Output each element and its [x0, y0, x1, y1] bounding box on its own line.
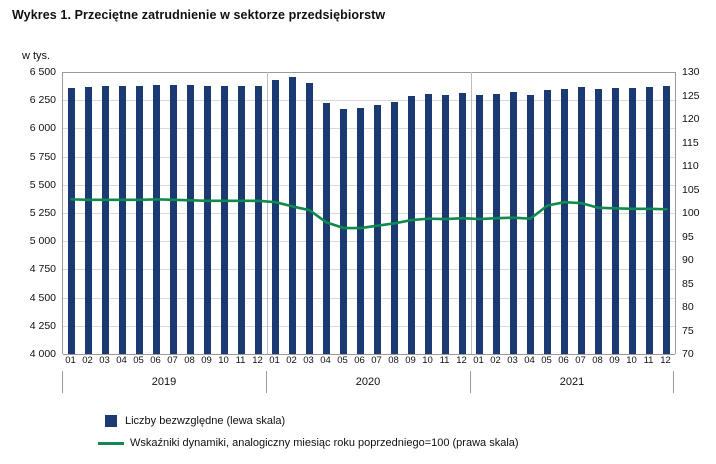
left-axis-tick-label: 6 000 [29, 122, 56, 135]
x-axis-ticks [62, 355, 676, 371]
right-axis-tick-label: 100 [682, 207, 700, 219]
left-axis-tick-label: 4 000 [29, 348, 56, 360]
left-axis-tick-label: 5 750 [29, 150, 56, 163]
x-axis-tick-label: 09 [609, 355, 620, 366]
right-axis-tick-label: 120 [682, 113, 700, 125]
x-axis-tick-label: 09 [405, 355, 416, 366]
x-axis-tick-label: 06 [558, 355, 569, 366]
x-axis-tick-label: 07 [575, 355, 586, 366]
chart-title: Wykres 1. Przeciętne zatrudnienie w sektorze przedsiębiorstw [12, 8, 386, 22]
x-axis-tick-label: 10 [422, 355, 433, 366]
legend-swatch-bar-icon [105, 415, 117, 427]
x-axis-tick-label: 09 [201, 355, 212, 366]
x-axis-tick-label: 06 [354, 355, 365, 366]
x-axis-tick-label: 10 [218, 355, 229, 366]
year-tick-mark [673, 371, 674, 393]
x-axis-tick-label: 02 [286, 355, 297, 366]
x-axis-tick-label: 08 [592, 355, 603, 366]
x-axis-tick-label: 11 [439, 355, 450, 366]
legend-item-line [0, 432, 716, 454]
right-axis-tick-label: 105 [682, 183, 700, 196]
x-axis-tick-label: 08 [388, 355, 399, 366]
x-axis-tick-label: 07 [371, 355, 382, 366]
chart-legend [0, 410, 716, 454]
right-axis-tick-label: 110 [682, 160, 699, 172]
x-axis-tick-label: 03 [303, 355, 314, 366]
right-axis-tick-label: 95 [682, 230, 694, 243]
x-axis-tick-label: 04 [524, 355, 535, 366]
line-series [63, 72, 675, 354]
left-axis-tick-label: 5 250 [29, 207, 56, 219]
x-axis-tick-label: 12 [456, 355, 467, 366]
x-axis-tick-label: 05 [541, 355, 552, 366]
x-axis-tick-label: 12 [252, 355, 263, 366]
year-label: 2019 [151, 376, 177, 388]
x-axis-tick-label: 01 [65, 355, 76, 366]
right-axis-tick-label: 80 [682, 301, 694, 313]
right-axis-tick-label: 85 [682, 277, 694, 290]
left-axis-tick-label: 5 000 [29, 235, 56, 248]
x-axis-tick-label: 05 [337, 355, 348, 366]
x-axis-tick-label: 04 [116, 355, 127, 366]
x-axis-tick-label: 08 [184, 355, 195, 366]
left-axis-tick-label: 4 500 [29, 291, 56, 304]
right-axis-tick-label: 70 [682, 348, 694, 360]
year-tick-mark [62, 371, 63, 393]
right-axis-tick-label: 75 [682, 324, 694, 337]
plot-area [29, 66, 700, 360]
left-axis-tick-label: 5 500 [29, 178, 56, 191]
left-axis-tick-label: 4 750 [29, 263, 56, 276]
x-axis-tick-label: 02 [490, 355, 501, 366]
right-axis-tick-label: 115 [682, 136, 699, 149]
right-axis-tick-label: 125 [682, 89, 700, 102]
x-axis-tick-label: 11 [643, 355, 654, 366]
year-label: 2020 [355, 376, 381, 388]
year-label: 2021 [559, 376, 585, 388]
left-axis-tick-label: 6 250 [29, 94, 56, 107]
x-axis-tick-label: 03 [507, 355, 518, 366]
x-axis-tick-label: 04 [320, 355, 331, 366]
x-axis-tick-label: 03 [99, 355, 110, 366]
left-axis-tick-label: 4 250 [29, 319, 56, 332]
x-axis-tick-label: 06 [150, 355, 161, 366]
year-tick-mark [266, 371, 267, 393]
x-axis-tick-label: 11 [235, 355, 246, 366]
legend-swatch-line-icon [98, 442, 124, 445]
x-axis-tick-label: 01 [473, 355, 484, 366]
legend-item-bars [0, 410, 716, 432]
x-axis-tick-label: 12 [660, 355, 671, 366]
right-axis-tick-label: 130 [682, 66, 700, 78]
left-axis-tick-label: 6 500 [29, 66, 56, 78]
right-axis-tick-label: 90 [682, 254, 694, 266]
x-axis-tick-label: 01 [269, 355, 280, 366]
unit-label: w tys. [22, 50, 51, 62]
x-axis-tick-label: 10 [626, 355, 637, 366]
year-tick-mark [470, 371, 471, 393]
x-axis-tick-label: 02 [82, 355, 93, 366]
x-axis-year-labels [62, 376, 676, 400]
legend-label-line: Wskaźniki dynamiki, analogiczny miesiąc roku poprzedniego=100 (prawa skala) [130, 437, 519, 449]
x-axis-tick-label: 07 [167, 355, 178, 366]
legend-label-bars: Liczby bezwzględne (lewa skala) [125, 415, 286, 427]
x-axis-tick-label: 05 [133, 355, 144, 366]
